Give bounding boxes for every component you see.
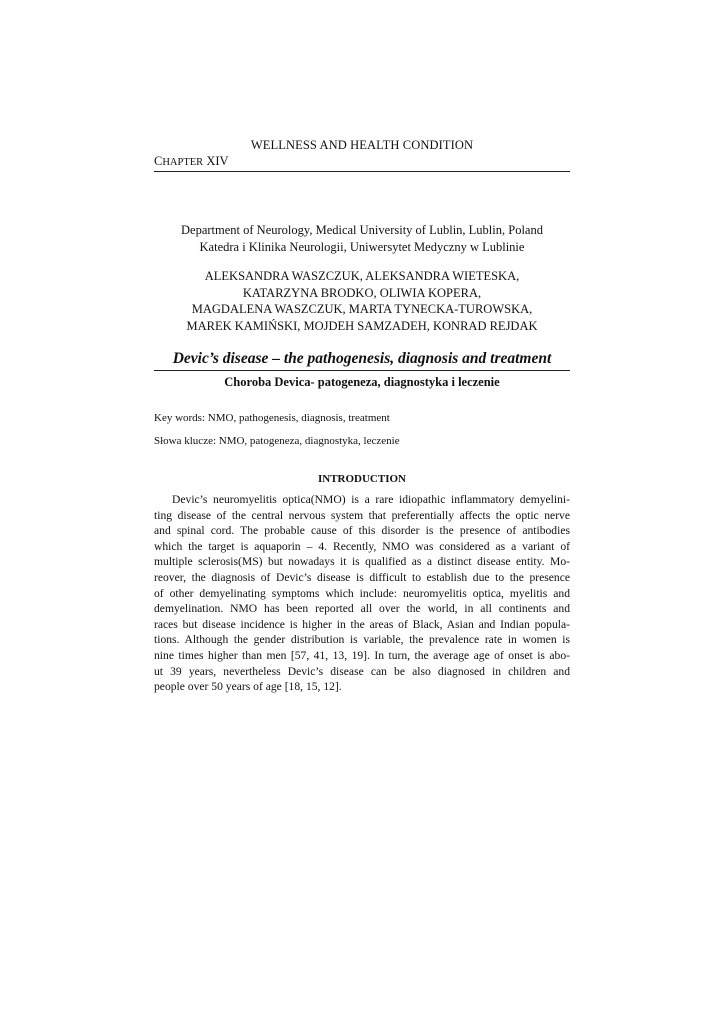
- paragraph-line: nine times higher than men [57, 41, 13, 19]. In turn, the average age of onset is abo-: [154, 648, 570, 662]
- paragraph-line: which the target is aquaporin – 4. Recently, NMO was considered as a variant of: [154, 539, 570, 553]
- paragraph-line: reover, the diagnosis of Devic’s disease is difficult to establish due to the presence: [154, 570, 570, 584]
- keywords-english: Key words: NMO, pathogenesis, diagnosis, treatment: [154, 412, 390, 424]
- chapter-number: XIV: [206, 154, 229, 168]
- author-line: MAREK KAMIŃSKI, MOJDEH SAMZADEH, KONRAD REJDAK: [186, 318, 538, 333]
- author-list: [154, 268, 570, 334]
- paragraph-line: ting disease of the central nervous system that preferentially affects the optic nerve: [154, 508, 570, 522]
- chapter-word: HAPTER: [162, 157, 204, 168]
- paragraph-line: Devic’s neuromyelitis optica(NMO) is a rare idiopathic inflammatory demyelini-: [172, 493, 570, 506]
- introduction-paragraph: [154, 492, 570, 695]
- paragraph-line: and spinal cord. The probable cause of this disorder is the presence of antibodies: [154, 524, 570, 538]
- paragraph-line: multiple sclerosis(MS) but nowadays it is qualified as a distinct disease entity. Mo-: [154, 555, 570, 569]
- author-line: MAGDALENA WASZCZUK, MARTA TYNECKA-TUROWSKA,: [191, 302, 533, 316]
- article-title-polish: Choroba Devica- patogeneza, diagnostyka i leczenie: [224, 375, 500, 389]
- paragraph-line: races but disease incidence is higher in the areas of Black, Asian and Indian popula-: [154, 617, 570, 631]
- author-line: KATARZYNA BRODKO, OLIWIA KOPERA,: [242, 285, 482, 300]
- running-head: WELLNESS AND HEALTH CONDITION: [250, 138, 474, 152]
- header-divider: [154, 171, 570, 172]
- title-divider: [154, 370, 570, 371]
- paragraph-line: of other demyelinating symptoms which include: neuromyelitis optica, myelitis and: [154, 586, 570, 600]
- paragraph-line: demyelination. NMO has been reported all over the world, in all continents and: [154, 602, 570, 616]
- article-title: Devic’s disease – the pathogenesis, diagnosis and treatment: [172, 350, 552, 367]
- chapter-label: [154, 154, 229, 169]
- keywords-polish: Słowa klucze: NMO, patogeneza, diagnostyka, leczenie: [154, 435, 400, 447]
- affiliation: [154, 222, 570, 255]
- paragraph-line: tions. Although the gender distribution is variable, the prevalence rate in women is: [154, 633, 570, 647]
- chapter-initial: C: [154, 154, 163, 168]
- section-heading-introduction: INTRODUCTION: [317, 473, 406, 485]
- paragraph-line: ut 39 years, nevertheless Devic’s disease can be also diagnosed in children and: [154, 664, 570, 678]
- affiliation-english: Department of Neurology, Medical University of Lublin, Lublin, Poland: [181, 223, 543, 237]
- paragraph-line: people over 50 years of age [18, 15, 12].: [154, 680, 342, 694]
- affiliation-polish: Katedra i Klinika Neurologii, Uniwersytet Medyczny w Lublinie: [199, 239, 525, 254]
- author-line: ALEKSANDRA WASZCZUK, ALEKSANDRA WIETESKA,: [204, 269, 520, 283]
